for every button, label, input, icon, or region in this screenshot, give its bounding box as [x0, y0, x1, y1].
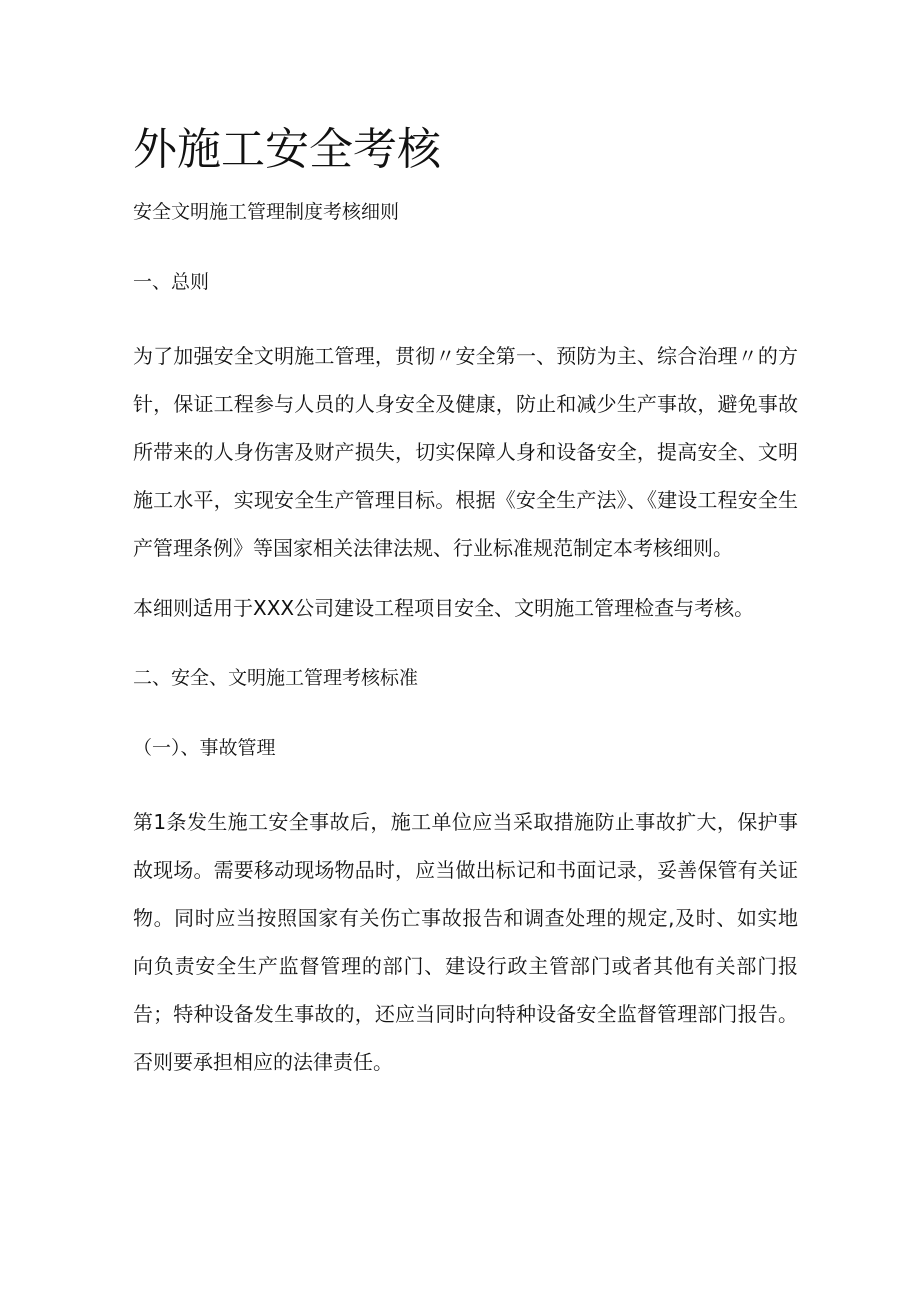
article-1-paragraph: 第1条发生施工安全事故后，施工单位应当采取措施防止事故扩大，保护事故现场。需要移动现场物品时，应当做出标记和书面记录，妥善保管有关证物。同时应当按照国家有关伤亡事故报告和调查处理的规定,及时、如实地向负责安全生产监督管理的部门、建设行政主管部门或者其他有关部门报告；特种设备发生事故的，还应当同时向特种设备安全监督管理部门报告。否则要承担相应的法律责任。 — [133, 810, 798, 1074]
section-heading-standards: 二、安全、文明施工管理考核标准 — [133, 667, 419, 689]
document-subtitle: 安全文明施工管理制度考核细则 — [133, 201, 400, 223]
scope-paragraph: 本细则适用于XXX公司建设工程项目安全、文明施工管理检查与考核。 — [133, 596, 755, 620]
subsection-heading-accident-management: （一）、事故管理 — [133, 737, 276, 759]
document-title: 外施工安全考核 — [133, 124, 441, 175]
section-heading-general: 一、总则 — [133, 271, 210, 293]
general-purpose-paragraph: 为了加强安全文明施工管理，贯彻〃安全第一、预防为主、综合治理〃的方针，保证工程参与人员的人身安全及健康，防止和减少生产事故，避免事故所带来的人身伤害及财产损失，切实保障人身和设备安全，提高安全、文明施工水平，实现安全生产管理目标。根据《安全生产法》、《建设工程安全生产管理条例》等国家相关法律法规、行业标准规范制定本考核细则。 — [133, 344, 798, 560]
document-body — [133, 120, 798, 1086]
